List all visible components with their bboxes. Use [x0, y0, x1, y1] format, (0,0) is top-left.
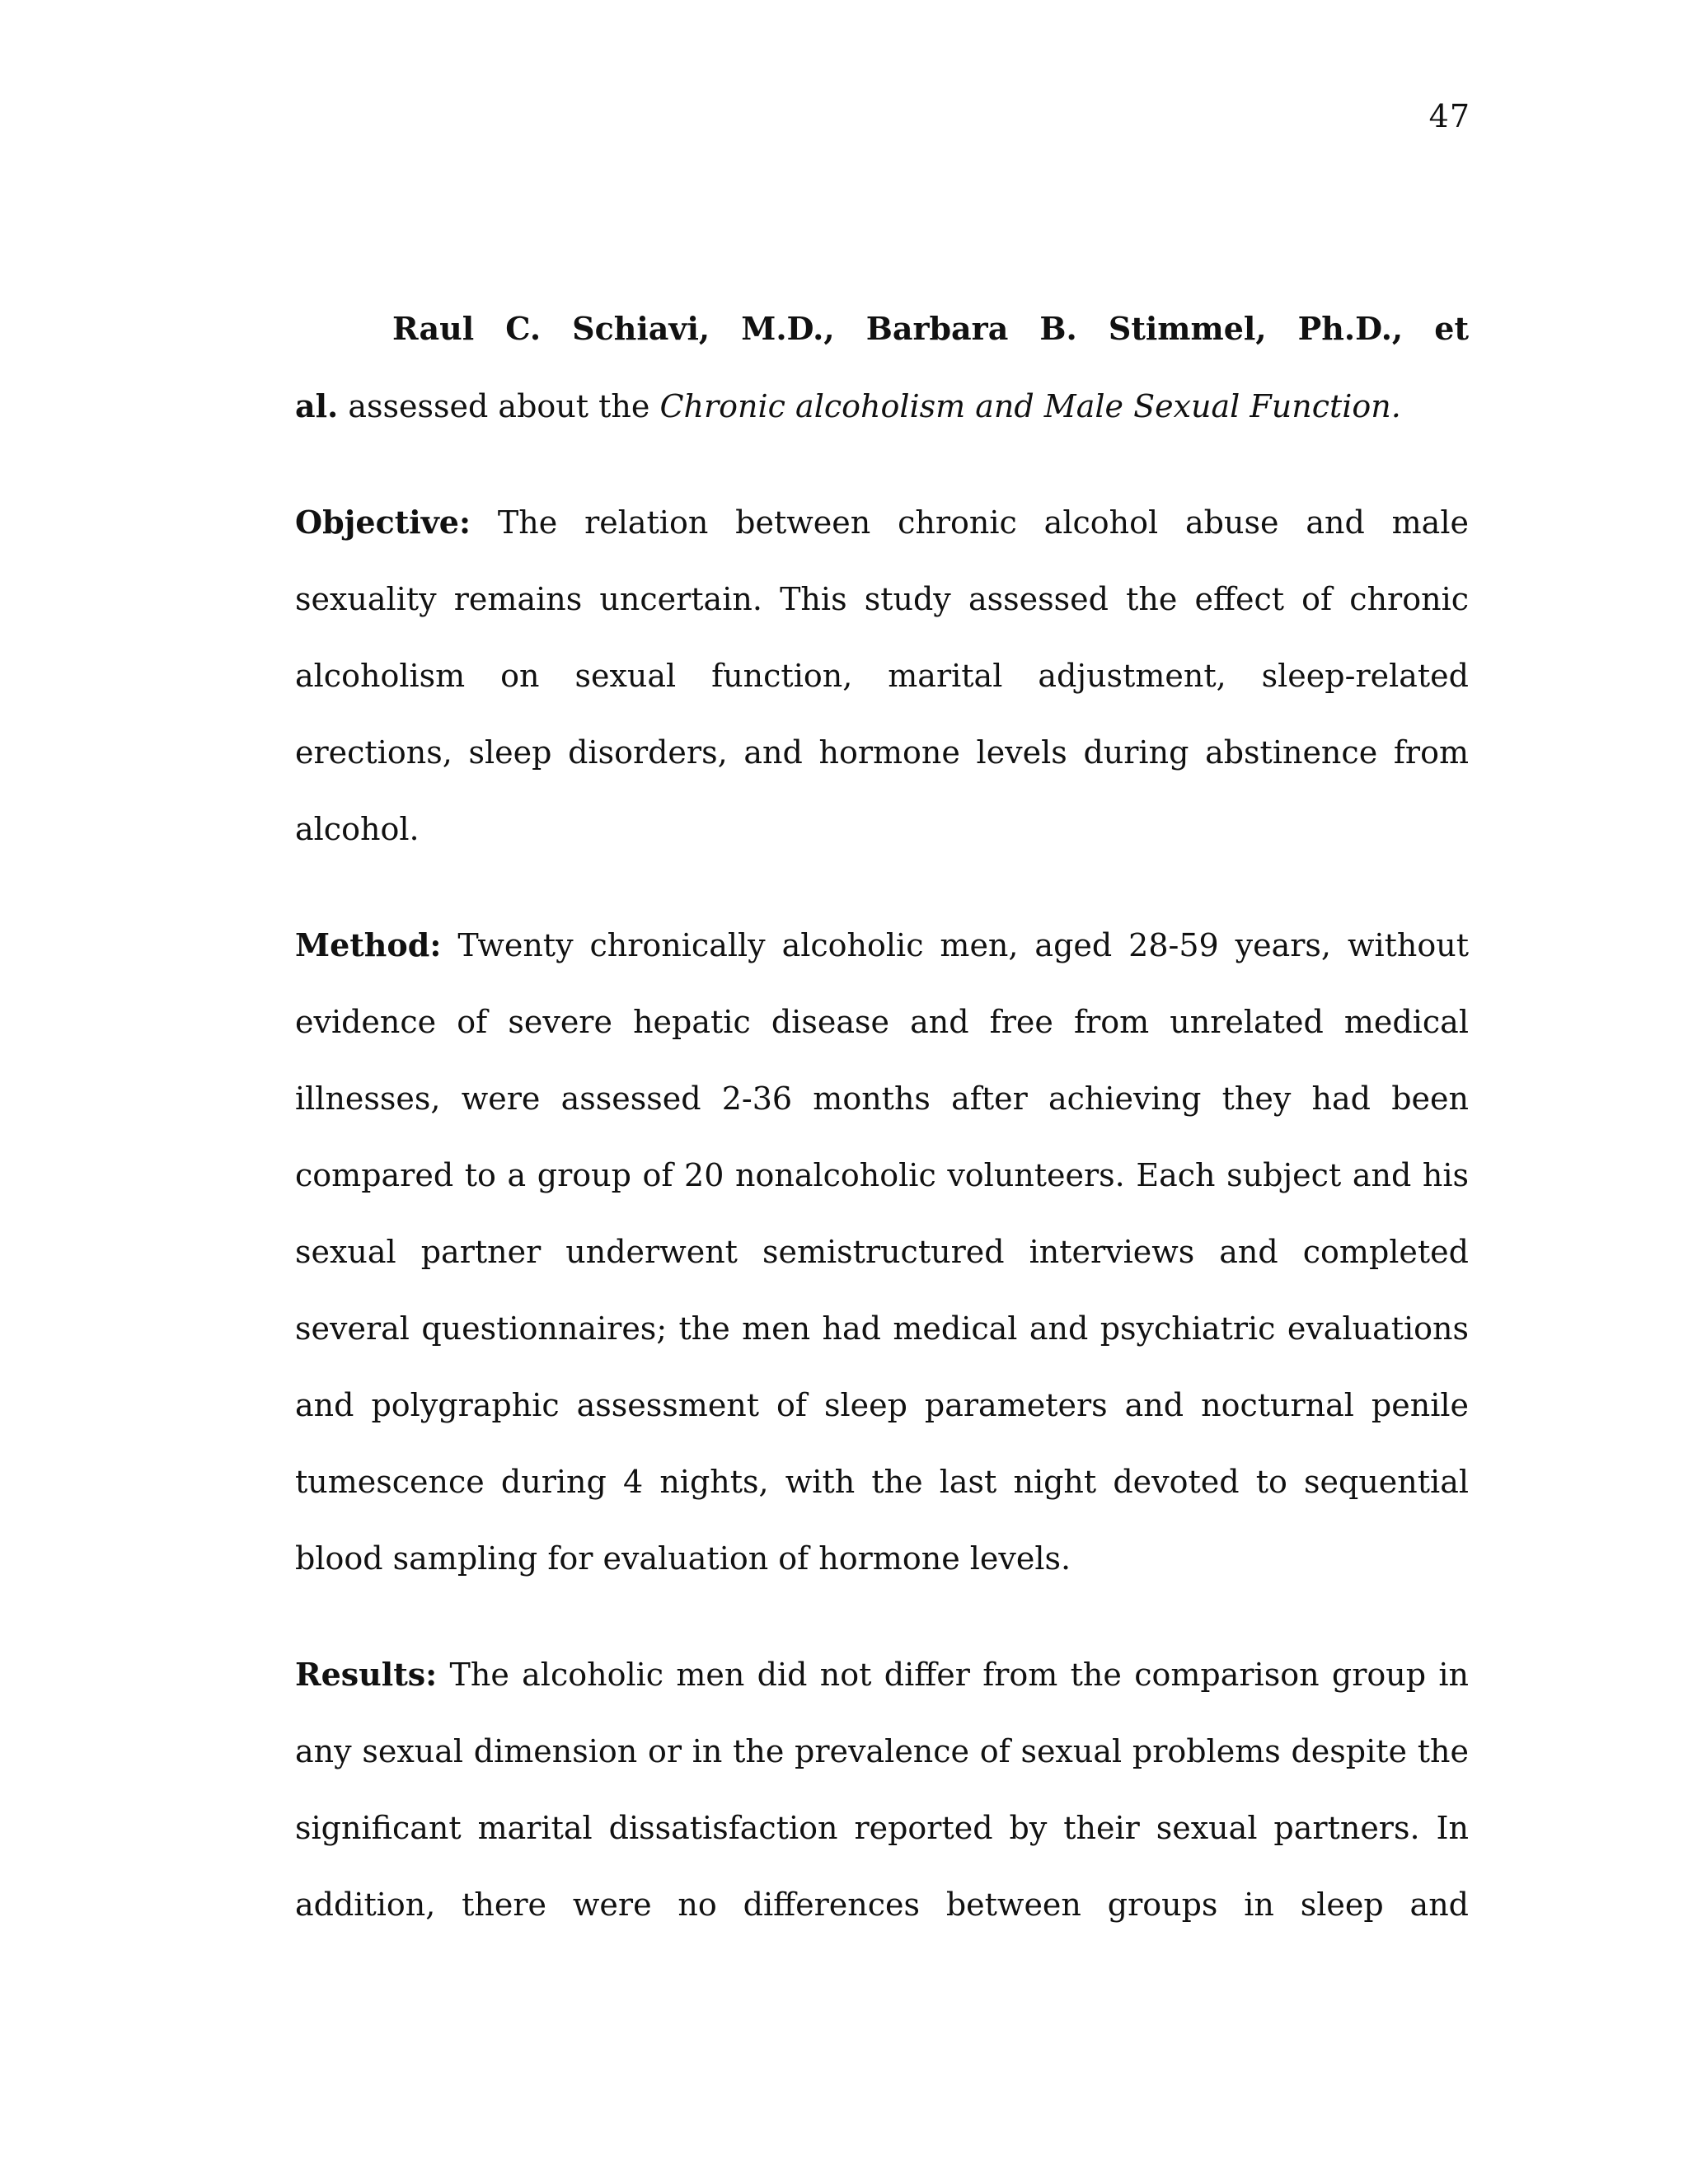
- page-number: 47: [1428, 98, 1470, 134]
- authors: Raul C. Schiavi, M.D., Barbara B. Stimmel, Ph.D., et al.: [295, 310, 1469, 424]
- intro-paragraph: [295, 290, 1469, 445]
- intro-lead: assessed about the: [348, 388, 650, 424]
- method-text: Twenty chronically alcoholic men, aged 28-59 years, without evidence of severe hepatic disease and free from unrelated medical illnesses, were assessed 2-36 months after achieving they had been compared to a group of 20 nonalcoholic volunteers. Each subject and his sexual partner underwent semistructured interviews and completed several questionnaires; the men had medical and psychiatric evaluations and polygraphic assessment of sleep parameters and nocturnal penile tumescence during 4 nights, with the last night devoted to sequential blood sampling for evaluation of hormone levels.: [295, 927, 1469, 1577]
- document-body: [295, 290, 1469, 1943]
- objective-paragraph: [295, 484, 1469, 868]
- results-label: Results:: [295, 1656, 438, 1693]
- objective-text: The relation between chronic alcohol abuse and male sexuality remains uncertain. This study assessed the effect of chronic alcoholism on sexual function, marital adjustment, sleep-related erections, sleep disorders, and hormone levels during abstinence from alcohol.: [295, 504, 1469, 847]
- method-label: Method:: [295, 926, 442, 963]
- study-title: Chronic alcoholism and Male Sexual Function.: [659, 388, 1401, 424]
- method-paragraph: [295, 907, 1469, 1597]
- results-text: The alcoholic men did not differ from the comparison group in any sexual dimension or in the prevalence of sexual problems despite the significant marital dissatisfaction reported by their sexual partners. In addition, there were no differences between groups in sleep and: [295, 1657, 1469, 1923]
- objective-label: Objective:: [295, 504, 471, 541]
- results-paragraph: [295, 1636, 1469, 1943]
